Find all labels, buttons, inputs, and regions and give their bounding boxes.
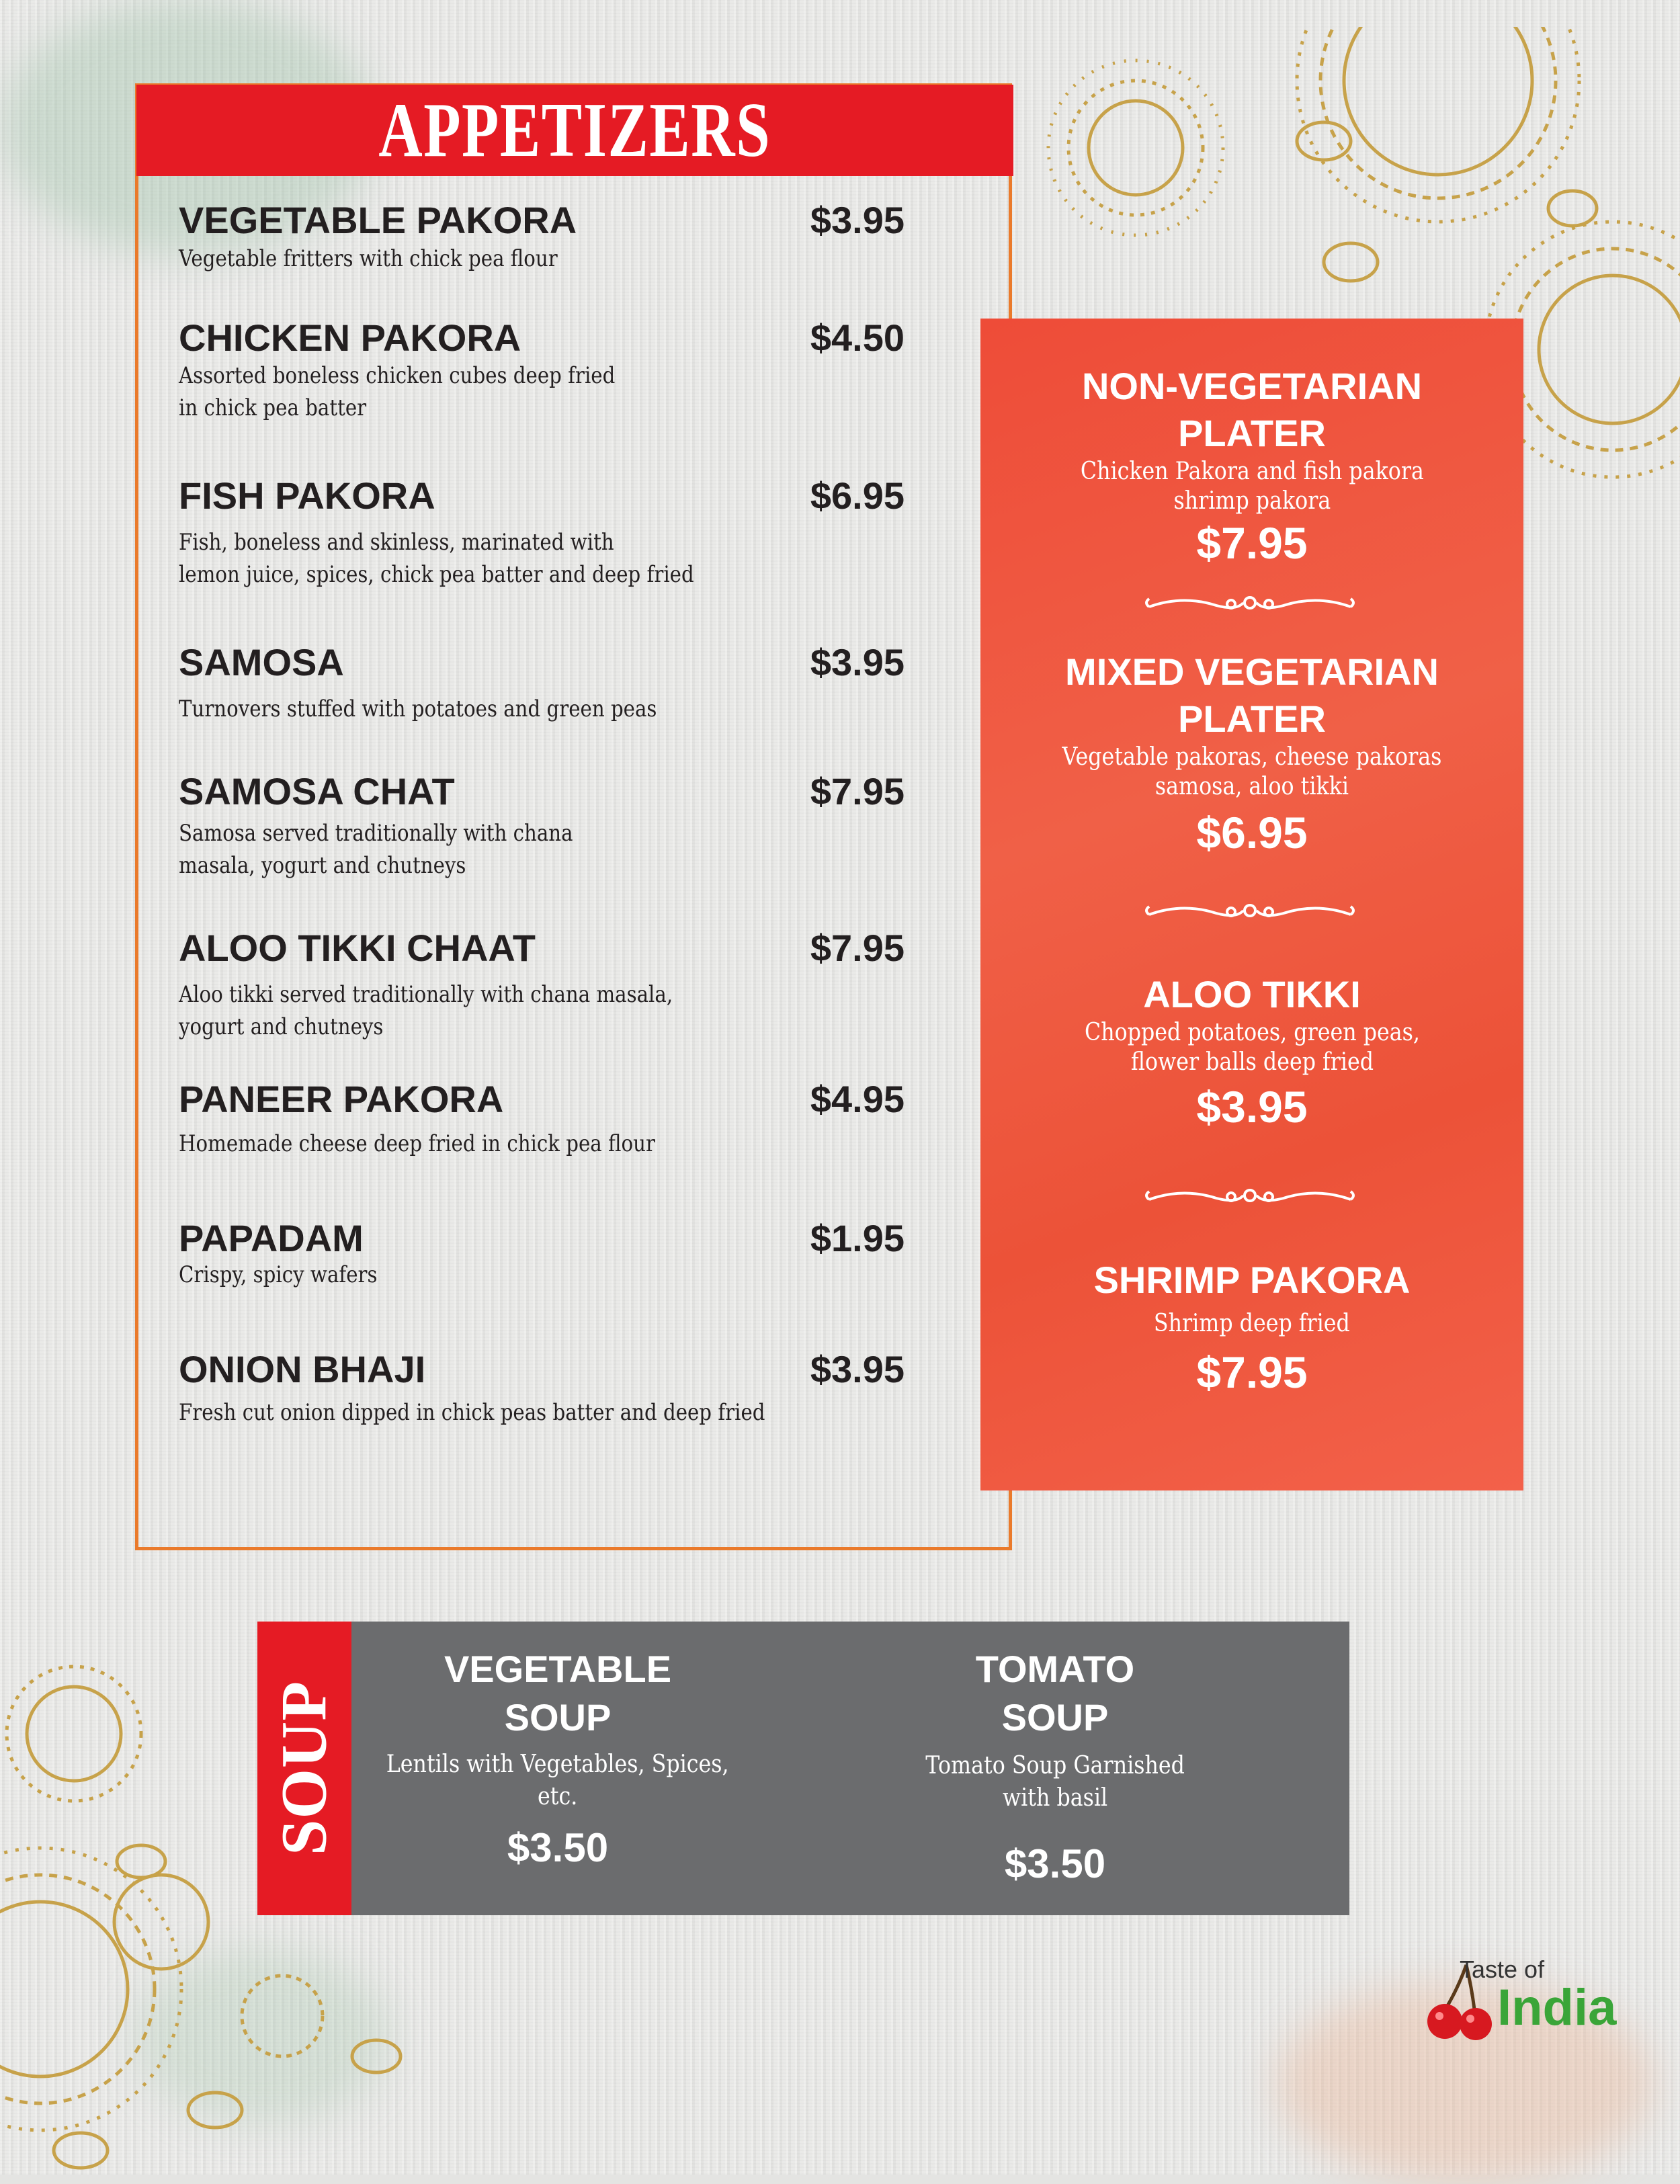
soup-title: SOUP [267,1680,340,1856]
item-price: $6.95 [810,474,905,517]
item-name: ALOO TIKKI CHAAT [179,927,536,969]
platter-item [980,971,1523,1134]
item-price: $3.95 [810,641,905,683]
taste-of-india-logo [1425,1956,1626,2043]
platter-description: Chopped potatoes, green peas, flower balls deep fried [1084,1019,1420,1076]
item-price: $1.95 [810,1217,905,1259]
item-name: PANEER PAKORA [179,1078,504,1120]
platter-price: $3.95 [1196,1082,1308,1132]
item-description: Fish, boneless and skinless, marinated with lemon juice, spices, chick pea batter and deep fried [179,529,694,588]
soup-price: $3.50 [1004,1841,1106,1886]
item-description: Samosa served traditionally with chana masala, yogurt and chutneys [179,820,573,879]
soup-item [356,1645,759,1875]
platter-price: $7.95 [1196,1347,1308,1397]
item-name: FISH PAKORA [179,474,435,517]
soup-price: $3.50 [507,1825,609,1870]
item-name: SAMOSA CHAT [179,770,455,812]
item-description: Crispy, spicy wafers [179,1261,378,1288]
appetizers-title: APPETIZERS [378,87,771,173]
soup-description: Tomato Soup Garnished with basil [925,1752,1185,1812]
platter-name: NON-VEGETARIAN PLATER [1081,365,1423,454]
item-price: $4.95 [810,1078,905,1120]
item-price: $3.95 [810,199,905,241]
platter-price: $7.95 [1196,518,1308,568]
soup-item [853,1645,1257,1891]
logo-text-bottom: India [1497,1979,1617,2036]
platter-description: Shrimp deep fried [1154,1310,1350,1337]
soup-name: VEGETABLE SOUP [444,1648,672,1738]
item-name: VEGETABLE PAKORA [179,199,577,241]
item-description: Assorted boneless chicken cubes deep fried in chick pea batter [179,362,616,421]
item-price: $4.50 [810,317,905,359]
platter-name: ALOO TIKKI [1143,973,1361,1015]
scroll-divider-ornament [1142,588,1357,622]
item-price: $7.95 [810,927,905,969]
platter-description: Vegetable pakoras, cheese pakoras samosa, aloo tikki [1062,743,1442,800]
item-name: PAPADAM [179,1217,364,1259]
item-price: $7.95 [810,770,905,812]
logo-text-top: Taste of [1460,1956,1545,1983]
platter-name: SHRIMP PAKORA [1093,1259,1411,1301]
platter-price: $6.95 [1196,808,1308,857]
item-name: SAMOSA [179,641,344,683]
soup-name: TOMATO SOUP [975,1648,1135,1738]
scroll-divider-ornament [1142,896,1357,929]
item-description: Homemade cheese deep fried in chick pea flour [179,1130,655,1157]
platter-item [980,1257,1523,1399]
item-name: ONION BHAJI [179,1348,426,1390]
platter-name: MIXED VEGETARIAN PLATER [1065,650,1439,740]
platter-description: Chicken Pakora and fish pakora shrimp pakora [1080,458,1424,515]
scroll-divider-ornament [1142,1181,1357,1214]
item-description: Turnovers stuffed with potatoes and green peas [179,696,657,722]
item-description: Aloo tikki served traditionally with chana masala, yogurt and chutneys [179,981,673,1040]
item-description: Vegetable fritters with chick pea flour [179,245,558,272]
appetizers-header [136,85,1013,176]
soup-description: Lentils with Vegetables, Spices, etc. [386,1751,729,1810]
platter-item [980,363,1523,570]
platter-item [980,648,1523,859]
item-description: Fresh cut onion dipped in chick peas batter and deep fried [179,1399,765,1426]
item-name: CHICKEN PAKORA [179,317,521,359]
item-price: $3.95 [810,1348,905,1390]
